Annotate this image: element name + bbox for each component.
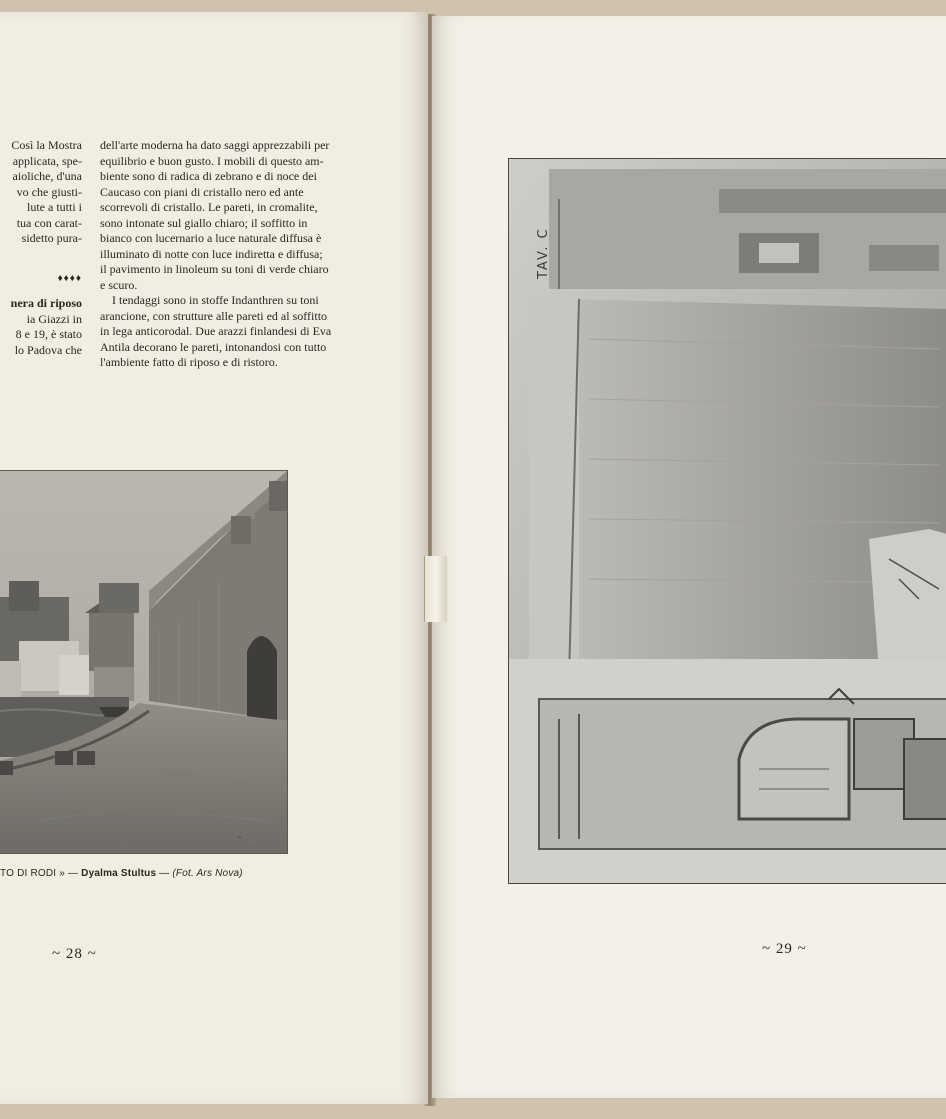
text-line: sidetto pura-: [21, 231, 82, 245]
image-caption: TO DI RODI » — Dyalma Stultus — (Fot. Ars Nova): [0, 868, 243, 879]
text-line: biente sono di radica di zebrano e di noce dei: [100, 169, 317, 183]
caption-credit: (Fot. Ars Nova): [172, 868, 243, 879]
page-number: ~ 29 ~: [762, 941, 807, 957]
caption-author: Dyalma Stultus: [81, 868, 157, 879]
text-line: il pavimento in linoleum su toni di verde chiaro: [100, 262, 329, 276]
page-number: ~ 28 ~: [52, 946, 97, 962]
binding-crease: [424, 556, 447, 622]
section-separator: ♦♦♦♦: [57, 272, 82, 284]
painting-illustration: [0, 470, 288, 854]
painting-signature: ~: [237, 834, 243, 841]
rhodes-harbour-image: [0, 471, 287, 853]
text-line: Antila decorano le pareti, intonandosi con tutto: [100, 339, 327, 354]
text-line: vo che giusti-: [16, 184, 82, 199]
text-line: arancione, con strutture alle pareti ed al soffitto: [100, 308, 328, 323]
text-line: bianco con lucernario a luce naturale diffusa è: [100, 231, 322, 245]
left-column-text: [0, 138, 82, 358]
text-line: equilibrio e buon gusto. I mobili di questo am-: [100, 153, 324, 168]
text-line: dell'arte moderna ha dato saggi apprezzabili per: [100, 138, 330, 152]
caption-title: TO DI RODI » —: [0, 868, 79, 879]
text-line: in lega anticorodal. Due arazzi finlandesi di Eva: [100, 324, 332, 338]
text-line: e scuro.: [100, 277, 138, 292]
right-column-text: [100, 138, 372, 371]
text-line: Caucaso con piani di cristallo nero ed ante: [100, 184, 304, 199]
section-heading: nera di riposo: [10, 296, 82, 310]
text-line: l'ambiente fatto di riposo e di ristoro.: [100, 355, 278, 369]
left-page: [0, 12, 428, 1104]
interior-room-image: [509, 159, 946, 883]
text-line: ia Giazzi in: [26, 311, 82, 326]
plate-illustration: [508, 158, 946, 884]
text-line: illuminato di notte con luce indiretta e diffusa;: [100, 246, 323, 261]
text-line: Così la Mostra: [11, 138, 82, 152]
text-line: aioliche, d'una: [12, 169, 82, 183]
text-line: lute a tutti i: [27, 200, 82, 214]
text-line: tua con carat-: [16, 215, 82, 230]
text-line: scorrevoli di cristallo. Le pareti, in cromalite,: [100, 200, 318, 214]
plate-label: TAV. C: [536, 227, 551, 279]
text-line: applicata, spe-: [12, 153, 82, 168]
text-line: I tendaggi sono in stoffe Indanthren su toni: [112, 293, 319, 307]
text-line: sono intonate sul giallo chiaro; il soffitto in: [100, 215, 308, 230]
text-line: 8 e 19, è stato: [15, 327, 82, 341]
text-line: lo Padova che: [14, 342, 82, 357]
